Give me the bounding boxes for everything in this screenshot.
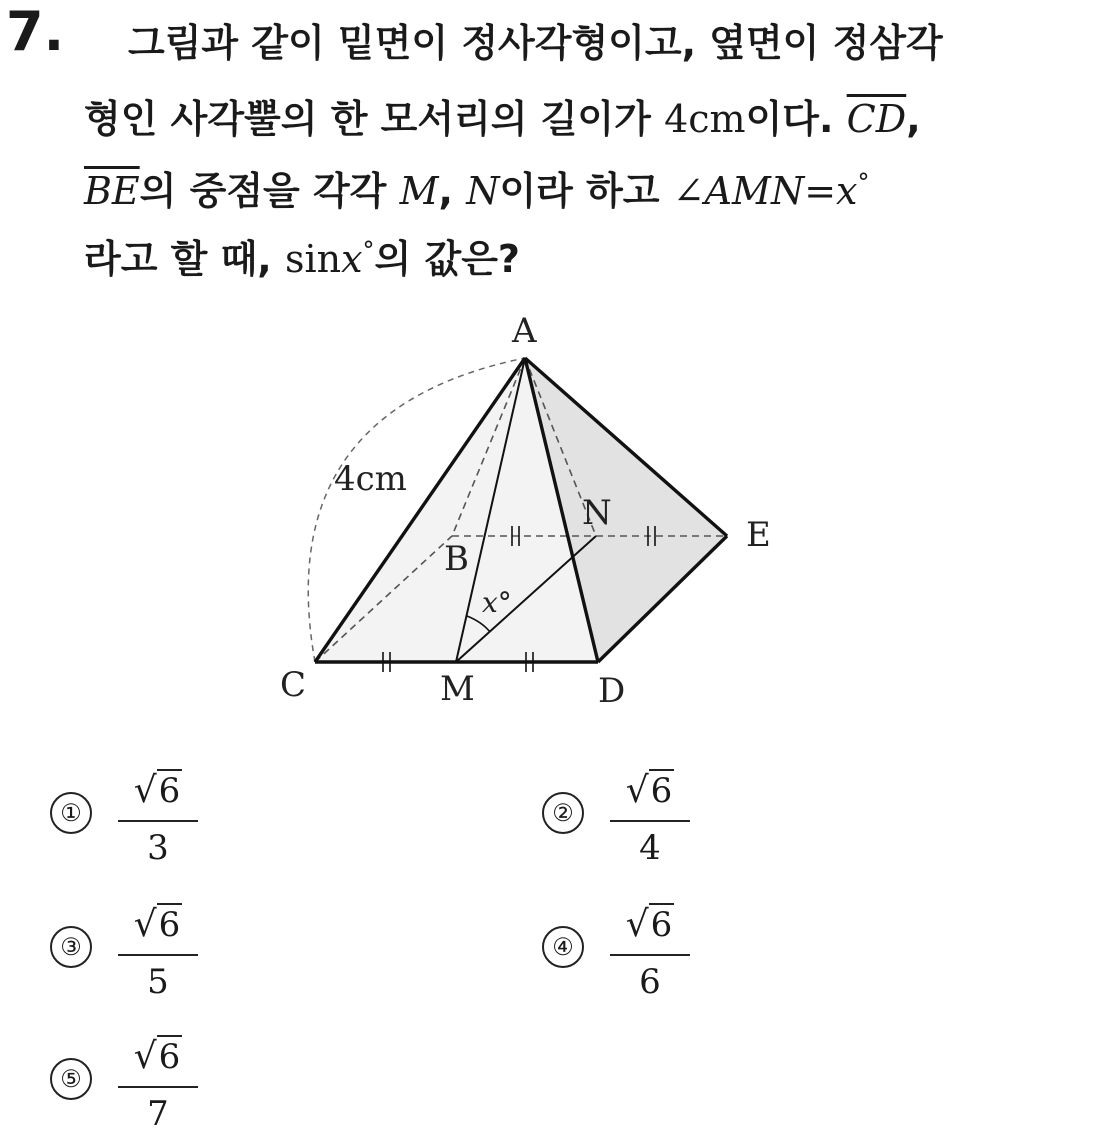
degree-sign: ° [362,236,375,265]
denominator: 6 [639,962,661,1002]
fraction-bar [610,954,690,956]
choice-mark: ⑤ [50,1058,92,1100]
point-m: M [399,169,439,213]
label-c: C [280,665,307,705]
question-text: 이라 하고 [499,169,673,213]
segment-be: $\overline{BE}$ [84,169,140,213]
question-text: , [906,97,921,141]
point-n: N [466,169,500,213]
numerator [116,1036,200,1080]
variable-x: x [836,169,858,213]
sqrt-icon: √ [133,904,157,945]
edge-length-unit: cm [688,97,746,141]
question-text: 의 중점을 각각 [139,169,400,213]
sqrt-icon: √ [133,770,157,811]
question-text: 라고 할 때, [84,237,285,281]
label-a: A [512,311,537,351]
question-text: , [438,169,467,213]
label-e: E [746,515,771,555]
question-text: 그림과 같이 밑면이 정사각형이고, 옆면이 정삼각 [128,21,943,65]
fraction-bar [118,820,198,822]
fraction [116,770,200,868]
fraction-bar [118,954,198,956]
fraction [608,904,692,1002]
sin-function: sin [284,237,342,281]
label-m: M [440,669,475,709]
radicand: 6 [158,771,181,811]
question-line-4 [84,228,520,283]
question-number: 7. [6,0,65,63]
radicand: 6 [650,771,673,811]
sqrt-icon: √ [625,770,649,811]
choice-mark: ④ [542,926,584,968]
question-text: 의 값은? [374,237,520,281]
question-line-2 [84,88,921,143]
denominator: 4 [639,828,661,868]
question-line-3 [84,160,869,215]
numerator [116,904,200,948]
degree-sign: ° [857,168,870,197]
radicand: 6 [158,905,181,945]
numerator [608,770,692,814]
label-d: D [598,671,626,711]
choice-mark: ① [50,792,92,834]
denominator: 7 [147,1094,169,1134]
choice-mark: ③ [50,926,92,968]
label-edge-length: 4cm [334,459,407,499]
label-n: N [582,493,612,533]
fraction [116,1036,200,1134]
numerator [608,904,692,948]
variable-x: x [341,237,363,281]
choice-mark: ② [542,792,584,834]
numerator [116,770,200,814]
fraction [608,770,692,868]
question-text: 형인 사각뿔의 한 모서리의 길이가 [84,97,665,141]
label-b: B [444,539,469,579]
radicand: 6 [650,905,673,945]
edge-length-value: 4 [664,97,689,141]
angle-amn: ∠AMN [672,169,805,213]
sqrt-icon: √ [625,904,649,945]
question-line-1 [128,12,943,67]
denominator: 3 [147,828,169,868]
equals-sign: = [804,169,837,213]
pyramid-figure [260,300,820,720]
denominator: 5 [147,962,169,1002]
question-text: 이다. [745,97,847,141]
segment-cd: $\overline{CD}$ [846,97,907,141]
fraction-bar [610,820,690,822]
fraction-bar [118,1086,198,1088]
sqrt-icon: √ [133,1036,157,1077]
label-angle-x: x° [482,586,512,619]
radicand: 6 [158,1037,181,1077]
fraction [116,904,200,1002]
